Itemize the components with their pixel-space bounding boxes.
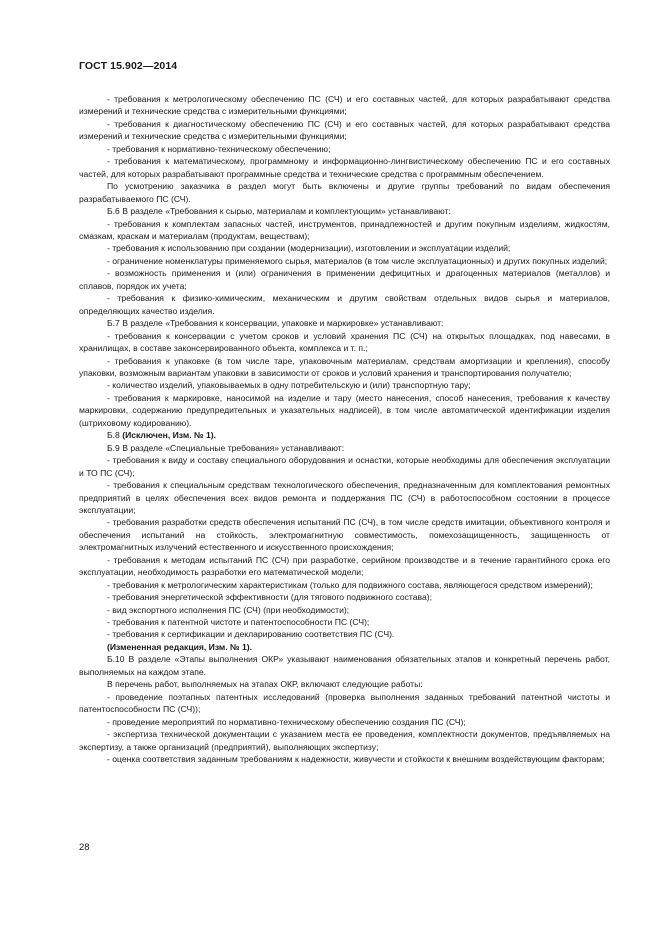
paragraph: - требования к комплектам запасных частей, инструментов, принадлежностей и другим покупным изделиям, жидкостям, смазкам, краскам и материалам (продуктам, веществам); [79, 218, 610, 241]
section-heading-b9: Б.9 В разделе «Специальные требования» устанавливают: [107, 442, 345, 453]
paragraph: - требования к физико-химическим, механическим и другим свойствам отдельных видов сырья и материалов, определяющих качество изделия. [79, 293, 610, 316]
paragraph: - требования к метрологическим характеристикам (только для подвижного состава, являющегося средством измерений); [107, 579, 593, 590]
document-body [79, 93, 610, 765]
paragraph: - требования к упаковке (в том числе таре, упаковочным материалам, средствам амортизации и крепления), способу упаковки, возможным вариантам упаковки в зависимости от сроков и условий хранения и транспортирования получателю; [79, 355, 610, 378]
paragraph: - требования к методам испытаний ПС (СЧ) при разработке, серийном производстве и в течение гарантийного срока его эксплуатации, необходимость разработки его математической модели; [79, 554, 610, 578]
paragraph: - требования энергетической эффективности (для тягового подвижного состава); [107, 592, 433, 603]
paragraph: По усмотрению заказчика в раздел могут быть включены и другие группы требований по видам обеспечения разрабатываемого ПС (СЧ). [79, 181, 610, 204]
paragraph: - возможность применения и (или) ограничения в применении дефицитных и драгоценных материалов (металлов) и сплавов, порядок их учета; [79, 268, 610, 291]
document-code-header: ГОСТ 15.902—2014 [79, 60, 178, 72]
section-b8 [79, 429, 610, 441]
paragraph: - требования к диагностическому обеспечению ПС (СЧ) и его составных частей, для которых разрабатывают средства измерений и технические средства с измерительными функциями; [79, 118, 610, 142]
paragraph: В перечень работ, выполняемых на этапах ОКР, включают следующие работы: [107, 679, 423, 690]
paragraph: - требования к математическому, программному и информационно-лингвистическому обеспечению ПС и его составных частей, для которых разрабатывают программные средства и технические средства с программным обеспечением. [79, 156, 610, 179]
paragraph: - требования к маркировке, наносимой на изделие и тару (место нанесения, способ нанесения, требования к качеству маркировки, содержанию предупредительных и указательных надписей), в том числе автоматической идентификации изделия (штриховому кодированию). [79, 392, 610, 428]
section-heading-b10: Б.10 В разделе «Этапы выполнения ОКР» указывают наименования обязательных этапов и конкретный перечень работ, выполняемых на каждом этапе. [79, 654, 610, 677]
paragraph: - требования разработки средств обеспечения испытаний ПС (СЧ), в том числе средств имитации, объективного контроля и обеспечения испытаний на стойкость, электромагнитную совместимость, помехозащищенность, защищенность от электромагнитных излучений естественного и искусственного происхождения; [79, 517, 610, 553]
revision-note [79, 641, 610, 653]
section-heading-b6: Б.6 В разделе «Требования к сырью, материалам и комплектующим» устанавливают: [107, 206, 451, 217]
section-b8-number: Б.8 [107, 430, 120, 441]
section-heading-b7: Б.7 В разделе «Требования к консервации, упаковке и маркировке» устанавливают: [107, 318, 444, 329]
paragraph: - экспертиза технической документации с указанием места ее проведения, комплектности документов, предъявляемых на экспертизу, а также организаций (предприятий), выполняющих экспертизу; [79, 729, 610, 752]
paragraph: - ограничение номенклатуры применяемого сырья, материалов (в том числе эксплуатационных) и других покупных изделий; [107, 255, 608, 266]
paragraph: - требования к специальным средствам технологического обеспечения, предназначенным для комплектования ремонтных предприятий в целях обеспечения всех видов ремонта и поддержания ПС (СЧ) в работоспособном состоянии в процессе эксплуатации; [79, 480, 610, 515]
paragraph: - требования к виду и составу специального оборудования и оснастки, которые необходимы для обеспечения эксплуатации и ТО ПС (СЧ); [79, 455, 610, 478]
paragraph: - требования к использованию при создании (модернизации), изготовлении и эксплуатации изделий; [107, 243, 511, 254]
paragraph: - требования к метрологическому обеспечению ПС (СЧ) и его составных частей, для которых разрабатывают средства измерений и технические средства с измерительными функциями; [79, 94, 610, 117]
paragraph: - требования к консервации с учетом сроков и условий хранения ПС (СЧ) на открытых площадках, под навесами, в хранилищах, в составе законсервированного объекта, комплекса и т. п.; [79, 330, 610, 354]
paragraph: - проведение поэтапных патентных исследований (проверка выполнения заданных требований патентной чистоты и патентоспособности ПС (СЧ)); [79, 691, 610, 715]
revised-note: (Измененная редакция, Изм. № 1). [107, 641, 253, 652]
paragraph: - требования к нормативно-техническому обеспечению; [107, 143, 331, 154]
paragraph: - проведение мероприятий по нормативно-техническому обеспечению создания ПС (СЧ); [107, 716, 466, 727]
paragraph: - вид экспортного исполнения ПС (СЧ) (при необходимости); [107, 604, 350, 615]
paragraph: - требования к сертификации и декларированию соответствия ПС (СЧ). [107, 629, 395, 640]
paragraph: - оценка соответствия заданным требованиям к надежности, живучести и стойкости к внешним воздействующим факторам; [107, 754, 605, 765]
excluded-note: (Исключен, Изм. № 1). [122, 430, 216, 441]
page-number: 28 [79, 842, 90, 853]
paragraph: - требования к патентной чистоте и патентоспособности ПС (СЧ); [107, 617, 370, 628]
paragraph: - количество изделий, упаковываемых в одну потребительскую и (или) транспортную тару; [107, 380, 471, 391]
